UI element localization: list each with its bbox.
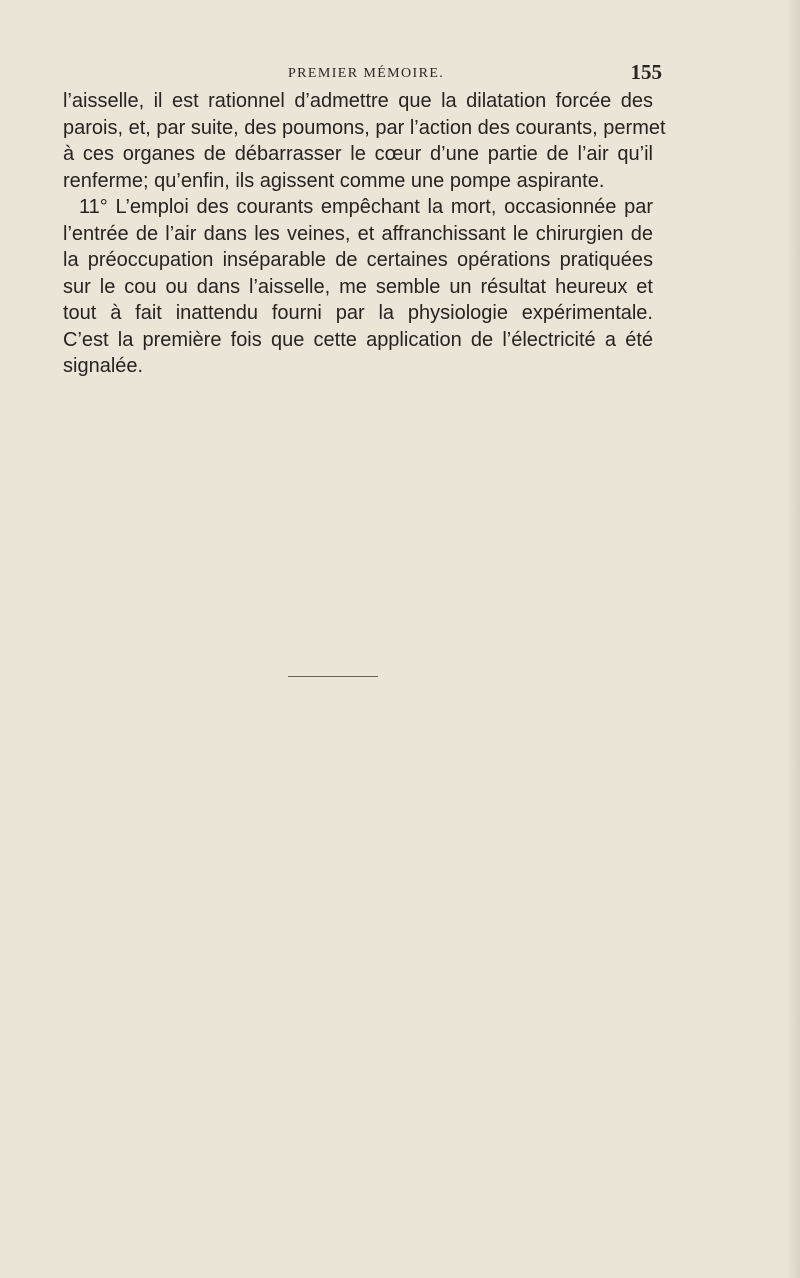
text-line: à ces organes de débarrasser le cœur d’une partie de l’air qu’il (63, 143, 653, 165)
text-line: tout à fait inattendu fourni par la physiologie expérimentale. (63, 302, 653, 324)
text-line: l’aisselle, il est rationnel d’admettre que la dilatation forcée des (63, 90, 653, 112)
text-line: sur le cou ou dans l’aisselle, me semble un résultat heureux et (63, 275, 653, 298)
text-line: l’entrée de l’air dans les veines, et affranchissant le chirurgien de (63, 222, 653, 245)
text-line: signalée. (63, 355, 144, 377)
page-header (250, 62, 662, 86)
text-line-paragraph-start: 11° L’emploi des courants empêchant la mort, occasionnée par (79, 196, 653, 218)
text-line: C’est la première fois que cette application de l’électricité a été (63, 328, 653, 351)
text-line: la préoccupation inséparable de certaines opérations pratiquées (63, 249, 653, 271)
text-line: parois, et, par suite, des poumons, par l’action des courants, permet (63, 116, 666, 139)
page-edge-shadow (786, 0, 800, 1278)
body-text (63, 88, 666, 380)
section-separator-rule (288, 676, 378, 677)
running-head: PREMIER MÉMOIRE. (288, 66, 445, 81)
page-number: 155 (630, 60, 662, 84)
text-line: renferme; qu’enfin, ils agissent comme une pompe aspirante. (63, 169, 605, 192)
